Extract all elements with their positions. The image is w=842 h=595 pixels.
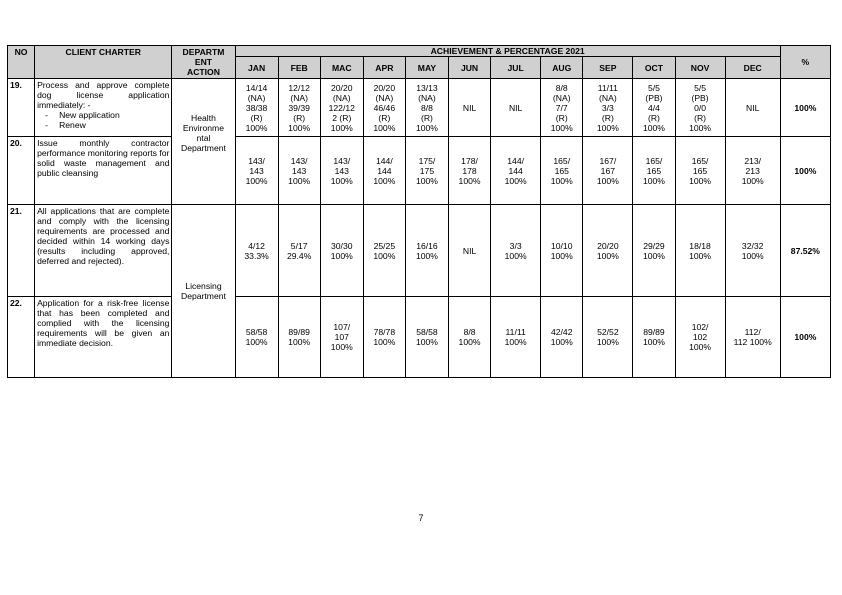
month-cell: 112/ 112 100% <box>725 297 780 378</box>
month-header: OCT <box>633 57 675 79</box>
month-cell: 20/20 (NA) 46/46 (R) 100% <box>363 79 405 137</box>
charter-text: Process and approve complete dog license application immediately: - <box>37 80 170 110</box>
charter-description: Issue monthly contractor performance monitoring reports for solid waste management and public cleansing <box>35 137 172 205</box>
table-row <box>8 205 831 297</box>
row-number: 19. <box>8 79 35 137</box>
month-cell: 8/8 (NA) 7/7 (R) 100% <box>541 79 583 137</box>
charter-bullet: - Renew <box>45 120 169 130</box>
table-row <box>8 137 831 205</box>
row-number: 22. <box>8 297 35 378</box>
month-cell: 78/78 100% <box>363 297 405 378</box>
month-cell: 89/89 100% <box>633 297 675 378</box>
month-cell: 58/58 100% <box>405 297 448 378</box>
month-cell: 5/5 (PB) 4/4 (R) 100% <box>633 79 675 137</box>
department-licensing: Licensing Department <box>172 205 235 378</box>
month-cell: 167/ 167 100% <box>583 137 633 205</box>
month-cell: 143/ 143 100% <box>278 137 320 205</box>
month-cell: 18/18 100% <box>675 205 725 297</box>
month-cell: 52/52 100% <box>583 297 633 378</box>
month-cell: 14/14 (NA) 38/38 (R) 100% <box>235 79 278 137</box>
month-header: AUG <box>541 57 583 79</box>
month-header: NOV <box>675 57 725 79</box>
month-cell: 144/ 144 100% <box>491 137 541 205</box>
month-header: JAN <box>235 57 278 79</box>
month-cell: 20/20 100% <box>583 205 633 297</box>
month-cell: 13/13 (NA) 8/8 (R) 100% <box>405 79 448 137</box>
header-client-charter: CLIENT CHARTER <box>35 46 172 79</box>
month-cell: 144/ 144 100% <box>363 137 405 205</box>
table-row <box>8 297 831 378</box>
table-row <box>8 79 831 137</box>
client-charter-table <box>7 45 831 378</box>
month-cell: 25/25 100% <box>363 205 405 297</box>
month-cell: 20/20 (NA) 122/12 2 (R) 100% <box>320 79 363 137</box>
month-cell: 5/5 (PB) 0/0 (R) 100% <box>675 79 725 137</box>
month-header: DEC <box>725 57 780 79</box>
month-header: MAC <box>320 57 363 79</box>
month-cell: NIL <box>725 79 780 137</box>
month-cell: 11/11 (NA) 3/3 (R) 100% <box>583 79 633 137</box>
department-health: Health Environme ntal Department <box>172 79 235 205</box>
month-cell: NIL <box>449 205 491 297</box>
charter-bullet-list <box>37 110 169 130</box>
charter-description <box>35 79 172 137</box>
month-cell: 32/32 100% <box>725 205 780 297</box>
month-cell: 165/ 165 100% <box>675 137 725 205</box>
month-cell: 58/58 100% <box>235 297 278 378</box>
month-header: APR <box>363 57 405 79</box>
month-header: JUN <box>449 57 491 79</box>
month-cell: 4/12 33.3% <box>235 205 278 297</box>
charter-description: All applications that are complete and comply with the licensing requirements are processed and decided within 14 working days (results including approved, deferred and rejected). <box>35 205 172 297</box>
month-cell: 30/30 100% <box>320 205 363 297</box>
row-percentage: 100% <box>780 137 830 205</box>
month-cell: 89/89 100% <box>278 297 320 378</box>
row-percentage: 100% <box>780 79 830 137</box>
header-percentage: % <box>780 46 830 79</box>
row-percentage: 87.52% <box>780 205 830 297</box>
month-cell: 107/ 107 100% <box>320 297 363 378</box>
charter-bullet: - New application <box>45 110 169 120</box>
month-cell: 143/ 143 100% <box>235 137 278 205</box>
month-header: MAY <box>405 57 448 79</box>
month-cell: 102/ 102 100% <box>675 297 725 378</box>
month-cell: 16/16 100% <box>405 205 448 297</box>
month-header: JUL <box>491 57 541 79</box>
month-cell: 8/8 100% <box>449 297 491 378</box>
month-cell: NIL <box>491 79 541 137</box>
row-number: 21. <box>8 205 35 297</box>
row-number: 20. <box>8 137 35 205</box>
month-cell: 165/ 165 100% <box>633 137 675 205</box>
charter-description: Application for a risk-free license that has been completed and complied with the licensing requirements will be given an immediate decision. <box>35 297 172 378</box>
month-cell: NIL <box>449 79 491 137</box>
month-cell: 10/10 100% <box>541 205 583 297</box>
month-cell: 12/12 (NA) 39/39 (R) 100% <box>278 79 320 137</box>
month-cell: 178/ 178 100% <box>449 137 491 205</box>
header-achievement: ACHIEVEMENT & PERCENTAGE 2021 <box>235 46 780 57</box>
month-cell: 11/11 100% <box>491 297 541 378</box>
header-department-action: DEPARTM ENT ACTION <box>172 46 235 79</box>
month-cell: 213/ 213 100% <box>725 137 780 205</box>
month-cell: 165/ 165 100% <box>541 137 583 205</box>
page-number: 7 <box>418 513 424 523</box>
month-cell: 42/42 100% <box>541 297 583 378</box>
month-header: SEP <box>583 57 633 79</box>
month-cell: 5/17 29.4% <box>278 205 320 297</box>
month-cell: 143/ 143 100% <box>320 137 363 205</box>
month-header: FEB <box>278 57 320 79</box>
header-no: NO <box>8 46 35 79</box>
month-cell: 29/29 100% <box>633 205 675 297</box>
month-cell: 175/ 175 100% <box>405 137 448 205</box>
row-percentage: 100% <box>780 297 830 378</box>
month-cell: 3/3 100% <box>491 205 541 297</box>
